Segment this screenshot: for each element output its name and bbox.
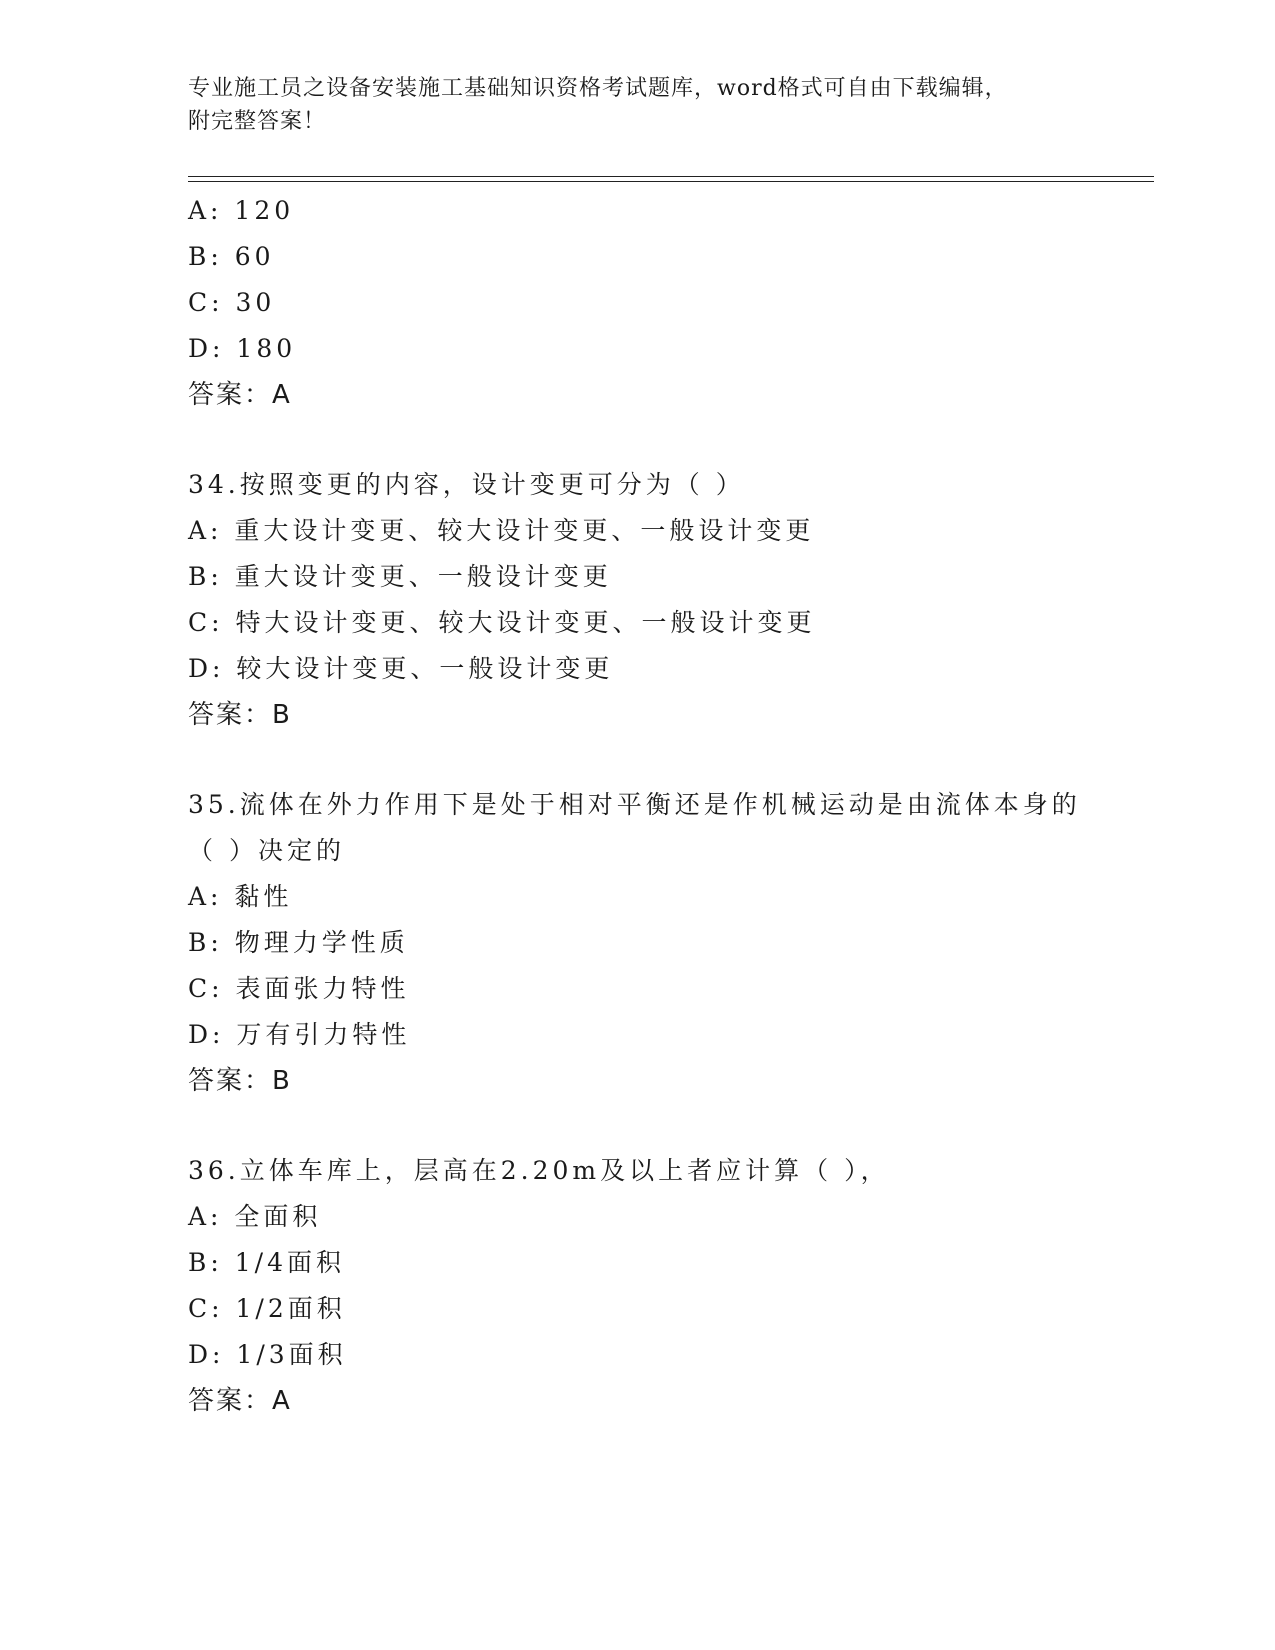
option-a: A: 120 (188, 196, 295, 225)
question-33-block (188, 188, 1128, 418)
option-c: C: 表面张力特性 (188, 974, 410, 1003)
answer-text: 答案：B (188, 1066, 292, 1096)
option-d: D: 1/3面积 (188, 1340, 347, 1369)
header-divider-top (188, 176, 1154, 177)
question-35-block (188, 782, 1128, 1104)
question-list (188, 188, 1128, 1424)
header-divider-bottom (188, 181, 1154, 182)
spacer (188, 738, 1128, 782)
option-c: C: 30 (188, 288, 276, 317)
option-d: D: 较大设计变更、一般设计变更 (188, 654, 614, 683)
question-text-line-2: （ ）决定的 (188, 836, 345, 865)
question-text: 36.立体车库上，层高在2.20m及以上者应计算（ ）， (188, 1156, 890, 1185)
option-b: B: 物理力学性质 (188, 928, 409, 957)
question-34-block (188, 462, 1128, 738)
option-a: A: 黏性 (188, 882, 293, 911)
document-header (188, 72, 1088, 138)
option-c: C: 特大设计变更、较大设计变更、一般设计变更 (188, 608, 816, 637)
answer-text: 答案：A (188, 1386, 292, 1416)
option-a: A: 全面积 (188, 1202, 322, 1231)
spacer (188, 418, 1128, 462)
question-36-block (188, 1148, 1128, 1424)
option-b: B: 60 (188, 242, 275, 271)
option-c: C: 1/2面积 (188, 1294, 346, 1323)
question-text: 34.按照变更的内容，设计变更可分为（ ） (188, 470, 745, 499)
option-a: A: 重大设计变更、较大设计变更、一般设计变更 (188, 516, 815, 545)
header-title-line-2: 附完整答案！ (188, 109, 327, 134)
option-d: D: 180 (188, 334, 297, 363)
option-b: B: 1/4面积 (188, 1248, 345, 1277)
question-text-line-1: 35.流体在外力作用下是处于相对平衡还是作机械运动是由流体本身的 (188, 790, 1081, 819)
header-title-line-1: 专业施工员之设备安装施工基础知识资格考试题库，word格式可自由下载编辑， (188, 76, 1008, 101)
option-b: B: 重大设计变更、一般设计变更 (188, 562, 612, 591)
answer-text: 答案：B (188, 700, 292, 730)
option-d: D: 万有引力特性 (188, 1020, 411, 1049)
answer-text: 答案：A (188, 380, 292, 410)
spacer (188, 1104, 1128, 1148)
